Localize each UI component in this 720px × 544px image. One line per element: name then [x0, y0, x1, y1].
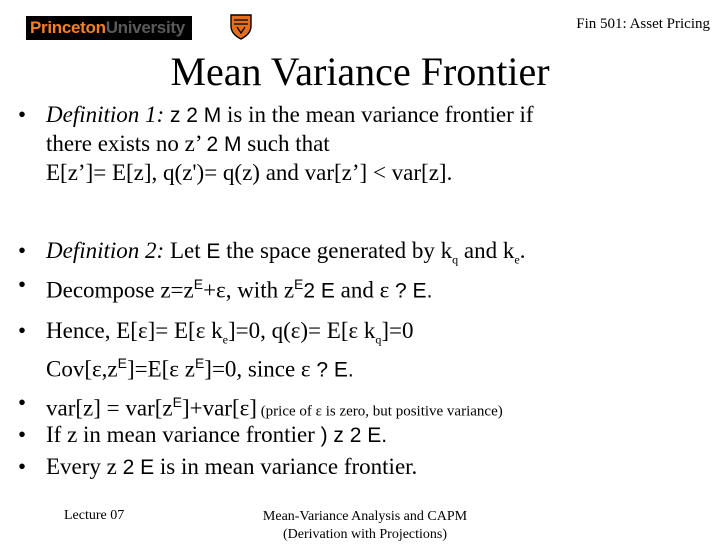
text-run: ]=0, q(ε)= E[ε k: [227, 318, 376, 343]
text-run: Decompose z=z: [46, 277, 194, 303]
bullet-text-line2: [46, 129, 330, 159]
text-run: the space generated by k: [220, 238, 453, 263]
bullet-text: [46, 452, 417, 482]
text-run: Cov[ε,z: [46, 356, 118, 382]
footer-lecture: Lecture 07: [64, 508, 125, 523]
slide-title: Mean Variance Frontier: [170, 49, 550, 94]
inline-math: z 2 M: [169, 104, 222, 127]
definition-label: Definition 2:: [46, 238, 165, 263]
text-run: is in mean variance frontier.: [154, 454, 418, 479]
text-run: and ε: [334, 277, 396, 303]
logo-word-princeton: Princeton: [30, 18, 106, 37]
subscript: q: [452, 252, 459, 267]
bullet-text-line3: E[z’]= E[z], q(z')= q(z) and var[z’] < var[z].: [46, 160, 453, 185]
text-run: such that: [241, 131, 330, 156]
text-run: Every z: [46, 454, 123, 479]
bullet-dot: •: [18, 422, 27, 447]
text-run: .: [519, 238, 526, 263]
bullet-dot: •: [18, 272, 27, 297]
bullet-text-line2: [46, 349, 354, 385]
subscript: q: [375, 332, 382, 347]
text-run: var[z] = var[z: [46, 395, 173, 421]
superscript: E: [117, 355, 127, 371]
bullet-dot: •: [18, 102, 27, 127]
superscript: E: [193, 276, 204, 292]
text-run: ]=E[ε z: [126, 356, 195, 382]
bullet-text: [46, 420, 387, 450]
course-title: Fin 501: Asset Pricing: [576, 16, 710, 32]
inline-math: 2 E: [122, 456, 155, 479]
footer-title: [230, 508, 500, 544]
inline-math: ? E.: [316, 358, 354, 382]
princeton-logo: [26, 16, 192, 40]
subscript: e: [514, 252, 520, 267]
bullet-text: [46, 236, 525, 275]
definition-label: Definition 1:: [46, 102, 165, 127]
inline-math: E: [206, 240, 221, 263]
superscript: E: [172, 394, 182, 410]
footer-title-line1: Mean-Variance Analysis and CAPM: [262, 509, 468, 524]
text-run: ]+var[ε]: [181, 395, 257, 421]
bullet-text: [46, 270, 432, 306]
text-run: there exists no z’: [46, 131, 207, 156]
inline-math: 2 M: [206, 133, 242, 156]
text-run: +ε, with z: [203, 277, 295, 303]
shield-icon: [230, 14, 252, 40]
footer-title-line2: (Derivation with Projections): [282, 527, 448, 542]
bullet-text: [46, 100, 534, 130]
text-run: If z in mean variance frontier: [46, 422, 321, 447]
inline-math: 2 E: [303, 279, 335, 303]
text-run: and k: [458, 238, 515, 263]
text-run: Let: [164, 238, 207, 263]
inline-math: ? E.: [395, 279, 433, 303]
text-run: ]=0, since ε: [204, 356, 317, 382]
inline-math: ) z 2 E.: [320, 424, 388, 447]
logo-word-university: University: [105, 18, 185, 37]
superscript: E: [194, 355, 205, 371]
text-run: Hence, E[ε]= E[ε k: [46, 318, 223, 343]
text-run: is in the mean variance frontier if: [221, 102, 534, 127]
text-run: ]=0: [381, 318, 414, 343]
parenthetical-note: (price of ε is zero, but positive variance): [256, 403, 503, 420]
subscript: e: [222, 332, 228, 347]
bullet-dot: •: [18, 390, 27, 415]
bullet-dot: •: [18, 318, 27, 343]
bullet-dot: •: [18, 454, 27, 479]
bullet-dot: •: [18, 238, 27, 263]
superscript: E: [294, 276, 304, 292]
